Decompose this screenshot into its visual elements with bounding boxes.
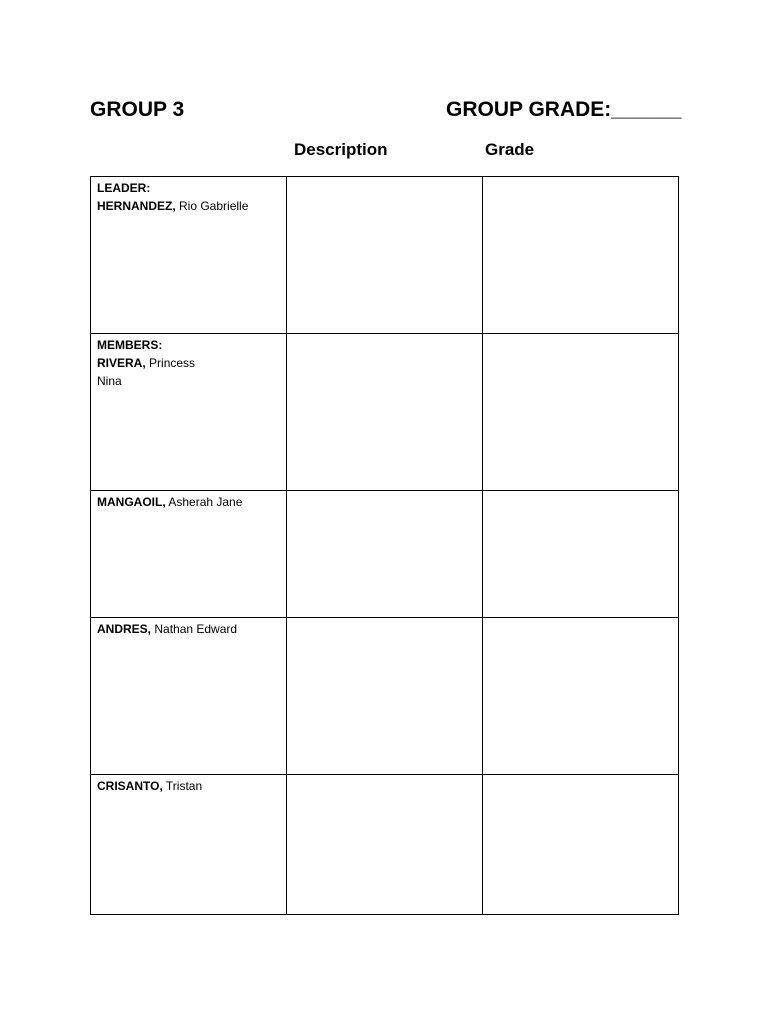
grade-cell[interactable] <box>483 334 679 491</box>
grade-cell[interactable] <box>483 491 679 618</box>
grade-cell[interactable] <box>483 775 679 915</box>
role-label: LEADER: <box>97 181 151 195</box>
member-cell <box>91 491 287 618</box>
table-row <box>91 334 679 491</box>
group-grade-label: GROUP GRADE:______ <box>446 98 682 121</box>
member-surname: HERNANDEZ, <box>97 199 176 213</box>
member-surname: MANGAOIL, <box>97 495 166 509</box>
member-cell <box>91 334 287 491</box>
member-given-name: Asherah Jane <box>165 495 243 509</box>
table-row <box>91 618 679 775</box>
member-given-name: Nathan Edward <box>151 622 238 636</box>
member-cell <box>91 775 287 915</box>
description-cell[interactable] <box>287 775 483 915</box>
description-cell[interactable] <box>287 334 483 491</box>
description-cell[interactable] <box>287 491 483 618</box>
grade-cell[interactable] <box>483 618 679 775</box>
table-row <box>91 491 679 618</box>
member-surname: CRISANTO, <box>97 779 163 793</box>
member-surname: RIVERA, <box>97 356 146 370</box>
member-given-name: Tristan <box>162 779 203 793</box>
group-title: GROUP 3 <box>90 98 185 121</box>
table-row <box>91 775 679 915</box>
description-cell[interactable] <box>287 177 483 334</box>
grade-cell[interactable] <box>483 177 679 334</box>
member-given-name: Princess <box>145 356 196 370</box>
table-row <box>91 177 679 334</box>
member-cell <box>91 618 287 775</box>
description-cell[interactable] <box>287 618 483 775</box>
member-given-name: Rio Gabrielle <box>175 199 249 213</box>
member-given-name-continued: Nina <box>97 374 122 388</box>
role-label: MEMBERS: <box>97 338 163 352</box>
member-cell <box>91 177 287 334</box>
grade-column-header: Grade <box>485 140 535 159</box>
member-surname: ANDRES, <box>97 622 152 636</box>
group-roster-table <box>90 176 679 915</box>
description-column-header: Description <box>294 140 388 159</box>
